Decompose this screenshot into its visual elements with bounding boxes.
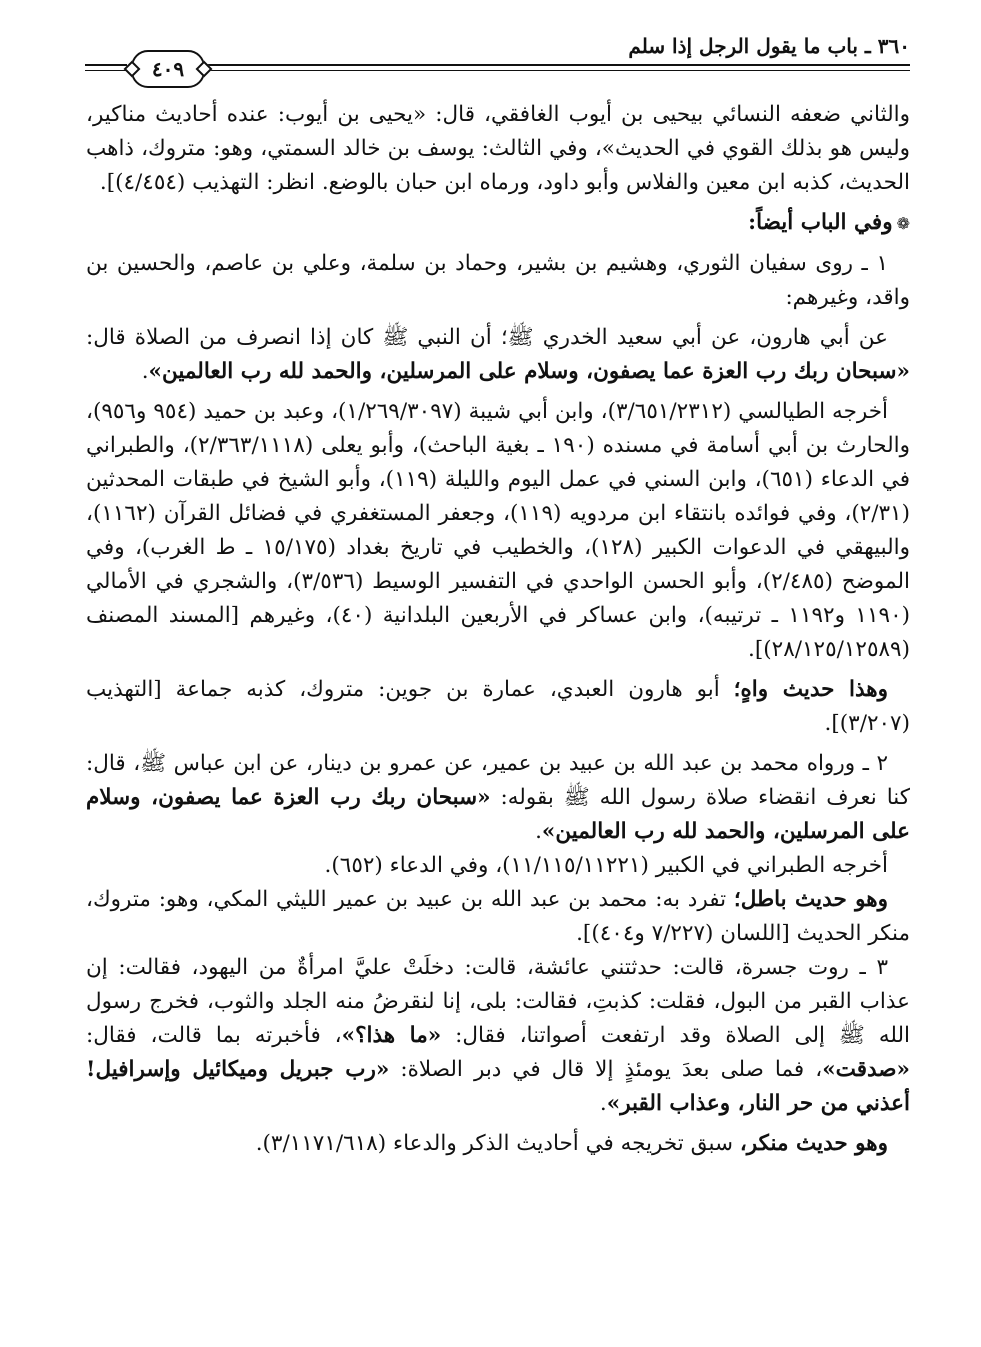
p10-text-b: ، فأخبرته بما قالت، فقال:: [86, 1023, 342, 1048]
p4-text: عن أبي هارون، عن أبي سعيد الخدري ﷺ؛ أن النبي ﷺ كان إذا انصرف من الصلاة قال:: [86, 325, 888, 350]
p10-text-a: ٣ ـ روت جسرة، قالت: حدثتني عائشة، قالت: دخلَتْ عليَّ امرأةٌ من اليهود، فقالت: إن عذاب القبر من البول، فقلت: كذبتِ، فقالت: بلى، إنا لنقرضُ منه الجلد والثوب، فخرج رسول الله ﷺ إلى الصلاة وقد ارتفعت أصواتنا، فقال:: [86, 955, 910, 1048]
p10-quote-b: «صدقت»: [822, 1057, 910, 1082]
p7-quote: «سبحان ربك رب العزة عما يصفون، وسلام على المرسلين، والحمد لله رب العالمين»: [86, 785, 910, 844]
p10-quote-a: «ما هذا؟»: [341, 1023, 442, 1048]
flower-icon: ❁: [896, 214, 910, 233]
chapter-title: ٣٦٠ ـ باب ما يقول الرجل إذا سلم: [628, 34, 910, 58]
p10-quote-c: «رب جبريل وميكائيل وإسرافيل! أعذني من حر النار، وعذاب القبر»: [86, 1057, 910, 1116]
paragraph-2: [86, 206, 910, 241]
p9-verdict: وهو حديث باطل؛: [733, 887, 888, 912]
paragraph-11: [86, 1127, 910, 1161]
p11-verdict: وهو حديث منكر،: [739, 1131, 888, 1156]
header-rule: [205, 64, 910, 66]
page-number: ٤٠٩: [151, 57, 185, 81]
p6-verdict: وهذا حديث واهٍ؛: [733, 677, 889, 702]
p6-text: أبو هارون العبدي، عمارة بن جوين: متروك، كذبه جماعة [التهذيب (٣/٢٠٧)].: [86, 677, 910, 736]
p11-text: سبق تخريجه في أحاديث الذكر والدعاء (٣/١١٧١/٦١٨).: [255, 1131, 740, 1156]
p7-end: .: [535, 819, 542, 844]
left-rule-thin: [85, 70, 127, 71]
p9-text: تفرد به: محمد بن عبد الله بن عبيد بن عمير الليثي المكي، وهو: متروك، منكر الحديث [اللسان (٧/٢٢٧ و٤٠٤)].: [86, 887, 910, 946]
paragraph-7: [86, 747, 910, 849]
page-body: [86, 98, 910, 1161]
p10-text-c: ، فما صلى بعدَ يومئذٍ إلا قال في دبر الصلاة:: [389, 1057, 823, 1082]
paragraph-5: أخرجه الطيالسي (٣/٦٥١/٢٣١٢)، وابن أبي شيبة (١/٢٦٩/٣٠٩٧)، وعبد بن حميد (٩٥٤ و٩٥٦)، والحارث بن أبي أسامة في مسنده (١٩٠ ـ بغية الباحث)، وأبو يعلى (٢/٣٦٣/١١١٨)، والطبراني في الدعاء (٦٥١)، وابن السني في عمل اليوم والليلة (١١٩)، وأبو الشيخ في طبقات المحدثين (٢/٣١)، وفي فوائده بانتقاء ابن مردويه (١١٩)، وجعفر المستغفري في فضائل القرآن (١١٦٢)، والبيهقي في الدعوات الكبير (١٢٨)، والخطيب في تاريخ بغداد (١٥/١٧٥ ـ ط الغرب)، وفي الموضح (٢/٤٨٥)، وأبو الحسن الواحدي في التفسير الوسيط (٣/٥٣٦)، والشجري في الأمالي (١١٩٠ و١١٩٢ ـ ترتيبه)، وابن عساكر في الأربعين البلدانية (٤٠)، وغيرهم [المسند المصنف (٢٨/١٢٥/١٢٥٨٩)].: [86, 399, 911, 662]
page-header: [85, 30, 910, 90]
paragraph-9: [86, 883, 910, 951]
section-heading: وفي الباب أيضاً:: [748, 210, 893, 235]
paragraph-10: [86, 951, 910, 1121]
page-number-ornament: [131, 50, 205, 88]
paragraph-6: [86, 673, 910, 741]
p7-text: ٢ ـ ورواه محمد بن عبد الله بن عبيد بن عمير، عن عمرو بن دينار، عن ابن عباس ﷺ، قال: كنا نعرف انقضاء صلاة رسول الله ﷺ بقوله:: [86, 751, 910, 810]
p4-end: .: [141, 359, 149, 384]
paragraph-4: [86, 321, 910, 389]
p10-end: .: [599, 1091, 607, 1116]
left-rule: [85, 64, 127, 66]
p4-quote: «سبحان ربك رب العزة عما يصفون، وسلام على المرسلين، والحمد لله رب العالمين»: [148, 359, 910, 384]
paragraph-1: والثاني ضعفه النسائي بيحيى بن أيوب الغافقي، قال: «يحيى بن أيوب: عنده أحاديث مناكير، وليس هو بذلك القوي في الحديث»، وفي الثالث: يوسف بن خالد السمتي، وهو: متروك، ذاهب الحديث، كذبه ابن معين والفلاس وأبو داود، ورماه ابن حبان بالوضع. انظر: التهذيب (٤/٤٥٤)].: [86, 102, 910, 195]
paragraph-3: ١ ـ روى سفيان الثوري، وهشيم بن بشير، وحماد بن سلمة، وعلي بن عاصم، والحسين بن واقد، وغيرهم:: [86, 251, 910, 310]
header-rule-thin: [205, 70, 910, 71]
paragraph-8: أخرجه الطبراني في الكبير (١١/١١٥/١١٢٢١)، وفي الدعاء (٦٥٢).: [324, 853, 888, 878]
